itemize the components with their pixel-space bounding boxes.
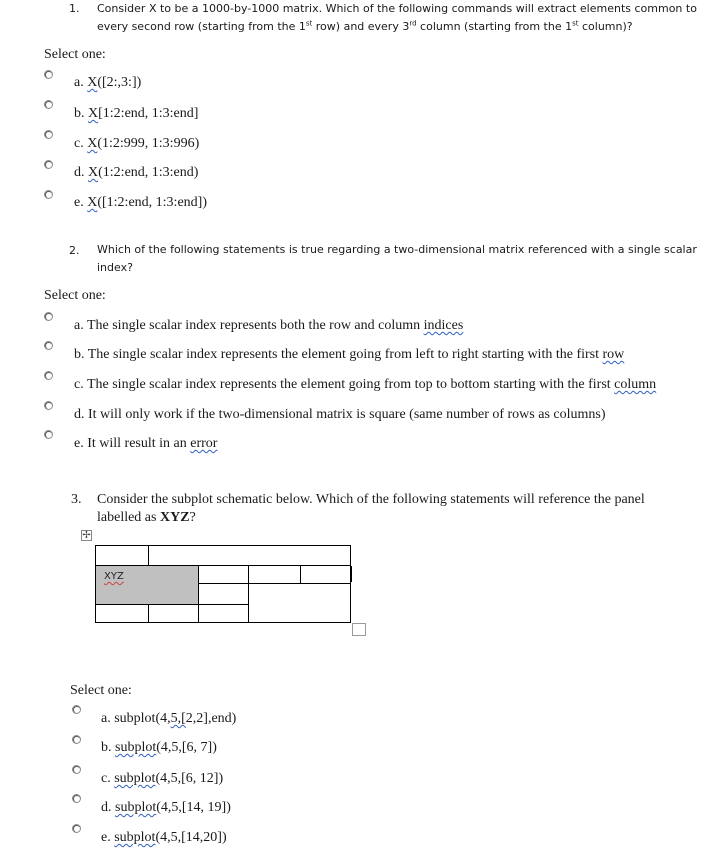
q3-text-line2: labelled as XYZ?: [97, 510, 196, 525]
schematic-cell: [198, 565, 249, 584]
q2-option-c[interactable]: c. The single scalar index represents the element going from top to bottom starting with the first column: [74, 377, 657, 392]
q3-text-line1: Consider the subplot schematic below. Which of the following statements will reference the panel: [97, 492, 645, 507]
q2-select-label: Select one:: [44, 288, 106, 303]
q3-option-b[interactable]: b. subplot(4,5,[6, 7]): [101, 740, 217, 755]
q1-select-label: Select one:: [44, 47, 106, 62]
schematic-cell: [95, 604, 149, 623]
schematic-cell: [148, 604, 199, 623]
schematic-cell: [300, 565, 351, 584]
xyz-panel: [95, 565, 199, 605]
q1-option-e[interactable]: e. X([1:2:end, 1:3:end]): [74, 195, 207, 210]
q1-radio-e[interactable]: [44, 190, 53, 199]
q3-option-c[interactable]: c. subplot(4,5,[6, 12]): [101, 771, 224, 786]
q1-option-d[interactable]: d. X(1:2:end, 1:3:end): [74, 165, 199, 180]
q2-option-e[interactable]: e. It will result in an error: [74, 436, 218, 451]
q2-option-a[interactable]: a. The single scalar index represents both the row and column indices: [74, 318, 464, 333]
schematic-cell: [198, 604, 249, 623]
q3-option-d[interactable]: d. subplot(4,5,[14, 19]): [101, 800, 231, 815]
text-cursor: [351, 566, 352, 582]
q3-radio-c[interactable]: [72, 765, 81, 774]
q3-number: 3.: [71, 492, 82, 507]
q2-text-line2: index?: [97, 261, 133, 274]
q1-radio-a[interactable]: [44, 70, 53, 79]
table-move-handle-icon[interactable]: ✢: [82, 530, 91, 541]
q1-number: 1.: [69, 2, 80, 15]
q1-radio-c[interactable]: [44, 130, 53, 139]
q3-radio-e[interactable]: [72, 824, 81, 833]
q3-text: [97, 491, 697, 527]
q3-select-label: Select one:: [70, 683, 132, 698]
schematic-cell: [248, 583, 351, 623]
xyz-panel-label: XYZ: [104, 571, 124, 582]
q2-radio-d[interactable]: [44, 401, 53, 410]
schematic-cell: [148, 545, 351, 566]
schematic-cell: [95, 545, 149, 566]
q2-radio-c[interactable]: [44, 371, 53, 380]
q2-number: 2.: [69, 244, 80, 257]
q3-radio-d[interactable]: [72, 794, 81, 803]
q3-option-e[interactable]: e. subplot(4,5,[14,20]): [101, 830, 227, 845]
q1-text-line1: Consider X to be a 1000-by-1000 matrix. Which of the following commands will extract elements common to: [97, 2, 697, 15]
q1-text-line2: every second row (starting from the 1st row) and every 3rd column (starting from the 1st column)?: [97, 19, 633, 33]
table-resize-handle[interactable]: [352, 623, 366, 636]
q2-option-b[interactable]: b. The single scalar index represents the element going from left to right starting with the first row: [74, 347, 625, 362]
q1-radio-d[interactable]: [44, 160, 53, 169]
q3-radio-a[interactable]: [72, 705, 81, 714]
q1-option-a[interactable]: a. X([2:,3:]): [74, 75, 142, 90]
q1-option-b[interactable]: b. X[1:2:end, 1:3:end]: [74, 106, 199, 121]
q2-radio-b[interactable]: [44, 341, 53, 350]
q2-text-line1: Which of the following statements is true regarding a two-dimensional matrix referenced with a single scalar: [97, 243, 697, 256]
q2-text: [97, 241, 697, 277]
q2-radio-a[interactable]: [44, 312, 53, 321]
q2-radio-e[interactable]: [44, 430, 53, 439]
schematic-cell: [198, 583, 249, 605]
q1-radio-b[interactable]: [44, 100, 53, 109]
q3-radio-b[interactable]: [72, 735, 81, 744]
q3-option-a[interactable]: a. subplot(4,5,[2,2],end): [101, 711, 237, 726]
schematic-cell: [248, 565, 301, 584]
q1-text: [97, 0, 697, 36]
q2-option-d[interactable]: d. It will only work if the two-dimensional matrix is square (same number of rows as columns): [74, 407, 606, 422]
q1-option-c[interactable]: c. X(1:2:999, 1:3:996): [74, 136, 200, 151]
